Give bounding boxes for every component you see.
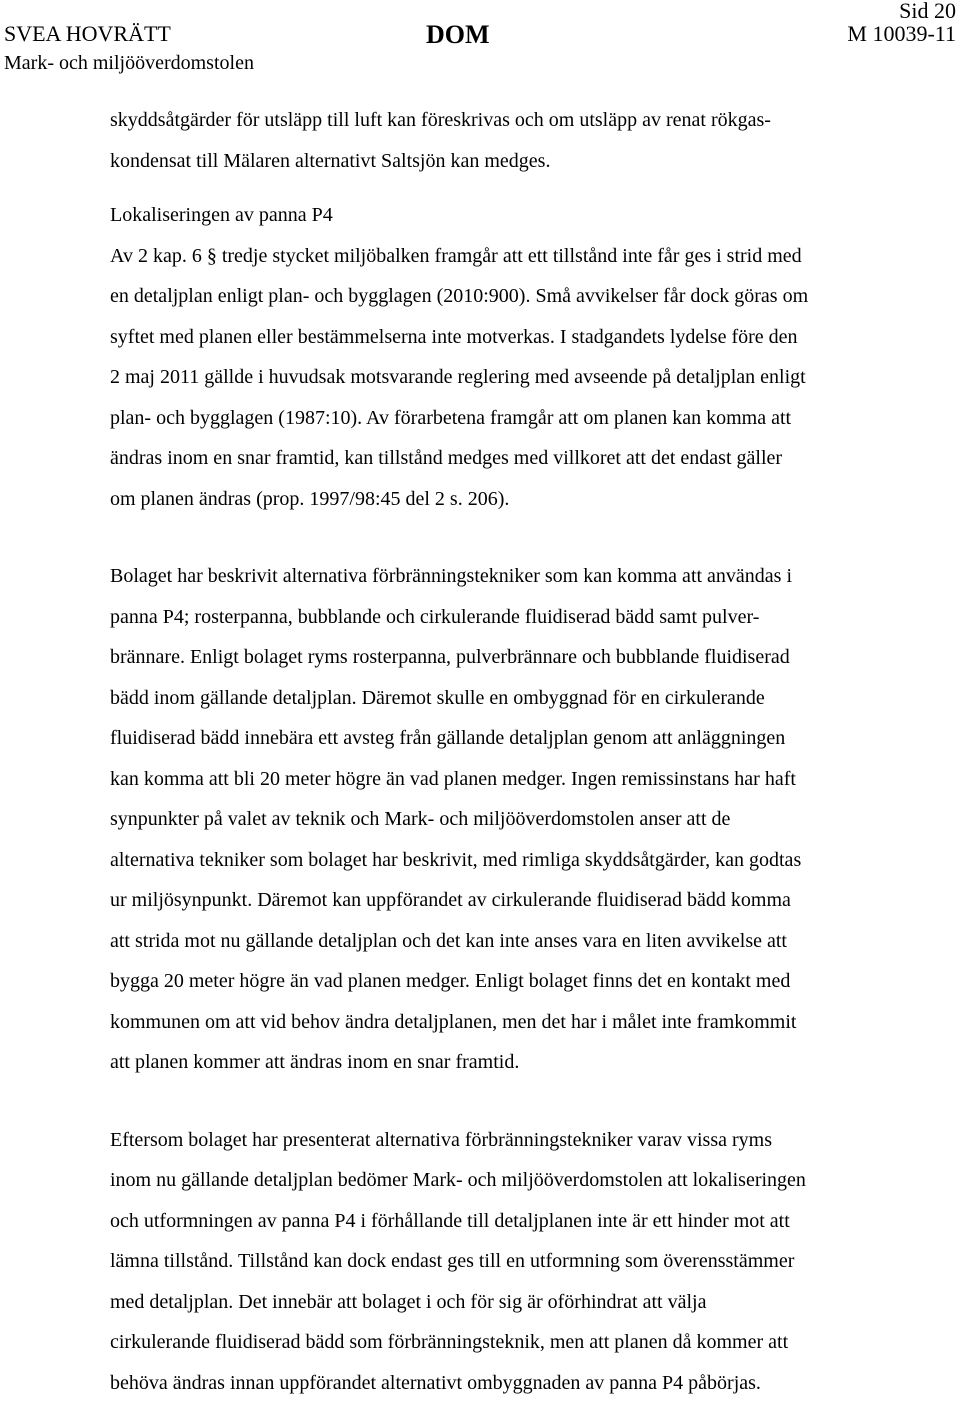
heading-text: Lokaliseringen av panna P4 (110, 195, 928, 236)
text-line: fluidiserad bädd innebära ett avsteg från gällande detaljplan genom att anläggningen (110, 718, 928, 759)
text-line: plan- och bygglagen (1987:10). Av förarbetena framgår att om planen kan komma att (110, 398, 928, 439)
text-line: synpunkter på valet av teknik och Mark- och miljööverdomstolen anser att de (110, 799, 928, 840)
text-line: kondensat till Mälaren alternativt Saltsjön kan medges. (110, 141, 928, 182)
section-heading (110, 195, 928, 236)
text-line: bädd inom gällande detaljplan. Däremot skulle en ombyggnad för en cirkulerande (110, 678, 928, 719)
text-line: Bolaget har beskrivit alternativa förbränningstekniker som kan komma att användas i (110, 556, 928, 597)
text-line: med detaljplan. Det innebär att bolaget i och för sig är oförhindrat att välja (110, 1282, 928, 1323)
text-line: och utformningen av panna P4 i förhållande till detaljplanen inte är ett hinder mot att (110, 1201, 928, 1242)
text-line: kan komma att bli 20 meter högre än vad planen medger. Ingen remissinstans har haft (110, 759, 928, 800)
text-line: Eftersom bolaget har presenterat alternativa förbränningstekniker varav vissa ryms (110, 1120, 928, 1161)
text-line: cirkulerande fluidiserad bädd som förbränningsteknik, men att planen då kommer att (110, 1322, 928, 1363)
text-line: brännare. Enligt bolaget ryms rosterpanna, pulverbrännare och bubblande fluidiserad (110, 637, 928, 678)
department-name: Mark- och miljööverdomstolen (4, 51, 254, 75)
document-header (0, 0, 960, 80)
text-line: skyddsåtgärder för utsläpp till luft kan föreskrivas och om utsläpp av renat rökgas- (110, 100, 928, 141)
document-type: DOM (426, 20, 490, 50)
text-line: lämna tillstånd. Tillstånd kan dock endast ges till en utformning som överensstämmer (110, 1241, 928, 1282)
paragraph-1 (110, 100, 928, 181)
text-line: ur miljösynpunkt. Däremot kan uppförandet av cirkulerande fluidiserad bädd komma (110, 880, 928, 921)
text-line: behöva ändras innan uppförandet alternativt ombyggnaden av panna P4 påbörjas. (110, 1363, 928, 1403)
paragraph-2 (110, 236, 928, 520)
text-line: panna P4; rosterpanna, bubblande och cirkulerande fluidiserad bädd samt pulver- (110, 597, 928, 638)
text-line: alternativa tekniker som bolaget har beskrivit, med rimliga skyddsåtgärder, kan godtas (110, 840, 928, 881)
text-line: att planen kommer att ändras inom en snar framtid. (110, 1042, 928, 1083)
document-body (110, 100, 928, 1403)
page-number: Sid 20 (899, 0, 956, 24)
text-line: syftet med planen eller bestämmelserna inte motverkas. I stadgandets lydelse före den (110, 317, 928, 358)
text-line: en detaljplan enligt plan- och bygglagen (2010:900). Små avvikelser får dock göras om (110, 276, 928, 317)
paragraph-3 (110, 556, 928, 1083)
text-line: inom nu gällande detaljplan bedömer Mark- och miljööverdomstolen att lokaliseringen (110, 1160, 928, 1201)
text-line: bygga 20 meter högre än vad planen medger. Enligt bolaget finns det en kontakt med (110, 961, 928, 1002)
text-line: ändras inom en snar framtid, kan tillstånd medges med villkoret att det endast gäller (110, 438, 928, 479)
text-line: om planen ändras (prop. 1997/98:45 del 2 s. 206). (110, 479, 928, 520)
court-name: SVEA HOVRÄTT (4, 21, 171, 47)
text-line: Av 2 kap. 6 § tredje stycket miljöbalken framgår att ett tillstånd inte får ges i strid med (110, 236, 928, 277)
text-line: att strida mot nu gällande detaljplan och det kan inte anses vara en liten avvikelse att (110, 921, 928, 962)
text-line: 2 maj 2011 gällde i huvudsak motsvarande reglering med avseende på detaljplan enligt (110, 357, 928, 398)
text-line: kommunen om att vid behov ändra detaljplanen, men det har i målet inte framkommit (110, 1002, 928, 1043)
case-number: M 10039-11 (847, 21, 956, 47)
paragraph-4 (110, 1120, 928, 1403)
